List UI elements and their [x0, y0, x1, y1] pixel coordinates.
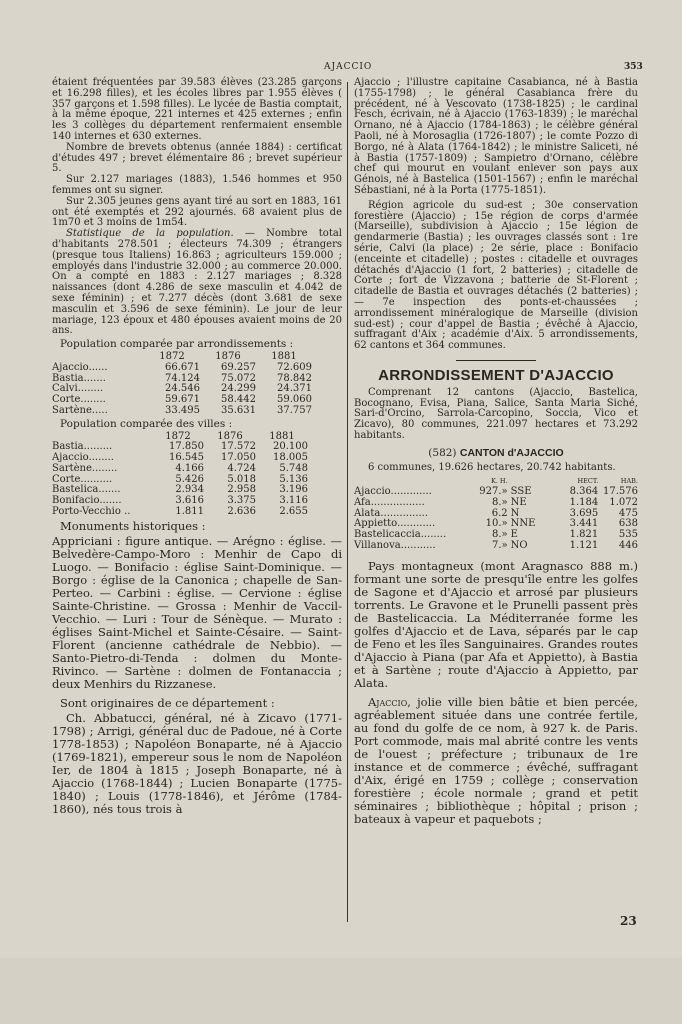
- km-header: K. H.: [490, 477, 508, 486]
- table-row: Bastia....... 74.124 75.072 78.842: [52, 372, 312, 384]
- year-header: 1876: [217, 430, 243, 442]
- canton-summary: 6 communes, 19.626 hectares, 20.742 habitants.: [368, 461, 616, 473]
- stat-text: — Nombre total d'habitants 278.501 ; électeurs 74.309 ; étrangers (presque tous Italiens) 16.863 ; agriculteurs 159.000 ; employés dans l'industrie 32.000 ; au commerce 20.000. On a compté en 1883 : 2.127 mariages ; 8.328 naissances (dont 4.286 de sexe masculin et 4.042 de sexe féminin) ; et 7.277 décès (dont 3.681 de sexe masculin et 3.596 de sexe féminin). Le jour de leur mariage, 123 époux et 480 épouses avaient moins de 20 ans.: [52, 228, 342, 337]
- canton-number: (582): [428, 446, 457, 459]
- commune-table: [354, 476, 638, 552]
- hab-header: HAB.: [620, 477, 638, 486]
- monuments-title: Monuments historiques :: [60, 518, 206, 533]
- year-header: 1876: [215, 350, 241, 362]
- running-header: [0, 62, 682, 76]
- year-header: 1881: [271, 350, 297, 362]
- arrondissement-paragraph: Comprenant 12 cantons (Ajaccio, Bastelica, Bocognano, Evisa, Piana, Salice, Santa Maria Siché, Sari-d'Orcino, Sarrola-Carcopino, Soccia, Vico et Zicavo), 80 communes, 221.097 hectares et 73.292 habitants.: [354, 386, 638, 441]
- page-bottom-margin: [0, 958, 682, 1024]
- education-paragraph: étaient fréquentées par 39.583 élèves (23.285 garçons et 16.298 filles), et les écoles libres par 1.955 élèves ( 357 garçons et 1.598 filles). Le lycée de Bastia comptait, à la même époque, 221 internes et 425 externes ; enfin les 3 collèges du département renfermaient ensemble 140 internes et 630 externes.: [52, 77, 342, 142]
- table-row: Alata............... 6.2 N 3.695 475: [354, 507, 638, 519]
- arrondissement-table-title: Population comparée par arrondissements :: [60, 338, 294, 351]
- canton-heading: [354, 448, 638, 459]
- header-page-number: 353: [624, 62, 643, 72]
- ajaccio-lead: Ajaccio,: [368, 694, 411, 709]
- town-table-title: Population comparée des villes :: [60, 417, 233, 430]
- table-row: Bastia......... 17.850 17.572 20.100: [52, 441, 308, 453]
- stat-title: Statistique de la population.: [66, 228, 234, 240]
- table-row: Ajaccio............. 927.» SSE 8.364 17.576: [354, 486, 638, 498]
- town-population-table: [52, 432, 308, 518]
- geography-paragraph: Pays montagneux (mont Aragnasco 888 m.) formant une sorte de presqu'île entre les golfes de Sagone et d'Ajaccio et arrosé par plusieurs torrents. Le Gravone et le Prunelli passent près de Bastelicaccia. La Méditerranée forme les golfes d'Ajaccio et de Lava, séparés par le cap de Feno et les îles Sanguinaires. Grandes routes d'Ajaccio à Piana (par Afa et Appietto), à Bastia et à Sartène ; route d'Ajaccio à Appietto, par Alata.: [354, 558, 638, 690]
- natives-continued-paragraph: Ajaccio ; l'illustre capitaine Casabianca, né à Bastia (1755-1798) ; le général Casabianca frère du précédent, né à Vescovato (1738-1825) ; le cardinal Fesch, écrivain, né à Ajaccio (1763-1839) ; le maréchal Ornano, né à Ajaccio (1784-1863) ; le célèbre général Paoli, né à Morosaglia (1726-1807) ; le comte Pozzo di Borgo, né à Alata (1764-1842) ; le ministre Saliceti, né à Bastia (1757-1809) ; Sampietro d'Ornano, célèbre chef qui mourut en voulant enlever son pays aux Génois, né à Bastelica (1501-1567) ; enfin le maréchal Sébastiani, né à la Porta (1775-1851).: [354, 77, 638, 196]
- arrondissement-population-table: [52, 352, 312, 417]
- ajaccio-description-paragraph: [354, 696, 638, 826]
- administration-paragraph: Région agricole du sud-est ; 30e conservation forestière (Ajaccio) ; 15e région de corps d'armée (Marseille), subdivision à Ajaccio ; 15e légion de gendarmerie (Bastia) ; les ouvrages classés sont : 1re série, Calvi (la place) ; 2e série, place : Bonifacio (enceinte et citadelle) ; postes : citadelle et ouvrages détachés d'Ajaccio (1 fort, 2 batteries) ; citadelle de Corte ; fort de Vizzavona ; batterie de St-Florent ; citadelle de Bastia et ouvrages détachés (2 batteries) ; — 7e inspection des ponts-et-chaussées ; arrondissement minéralogique de Marseille (division sud-est) ; cour d'appel de Bastia ; évêché à Ajaccio, suffragant d'Aix ; académie d'Aix. 5 arrondissements, 62 cantons et 364 communes.: [354, 199, 638, 352]
- population-stats-paragraph: [52, 229, 342, 337]
- left-column: [52, 78, 342, 816]
- natives-paragraph: Ch. Abbatucci, général, né à Zicavo (1771-1798) ; Arrigi, général duc de Padoue, né à Corte 1778-1853) ; Napoléon Bonaparte, né à Ajaccio (1769-1821), empereur sous le nom de Napoléon Ier, de 1804 à 1815 ; Joseph Bonaparte, né à Ajaccio (1768-1844) ; Lucien Bonaparte (1775-1840) ; Louis (1778-1846), et Jérôme (1784-1860), nés tous trois à: [52, 710, 342, 816]
- hect-header: HECT.: [577, 477, 599, 486]
- right-column: [354, 78, 638, 826]
- table-row: Villanova........... 7.» NO 1.121 446: [354, 540, 638, 552]
- table-row: Bonifacio....... 3.616 3.375 3.116: [52, 495, 308, 507]
- table-row: Bastelicaccia........ 8.» E 1.821 535: [354, 529, 638, 541]
- footer-page-number: 23: [620, 914, 637, 928]
- arrondissement-heading: ARRONDISSEMENT D'AJACCIO: [378, 366, 614, 384]
- section-rule: [456, 360, 536, 361]
- table-row: Afa................. 8.» NE 1.184 1.072: [354, 496, 638, 508]
- table-row: Calvi........ 24.546 24.299 24.371: [52, 383, 312, 395]
- table-row: Bastelica....... 2.934 2.958 3.196: [52, 484, 308, 496]
- year-header: 1872: [165, 430, 191, 442]
- brevets-paragraph: Nombre de brevets obtenus (année 1884) : certificat d'études 497 ; brevet élémentaire 86 ; brevet supérieur 5.: [52, 141, 342, 175]
- table-row: Sartène........ 4.166 4.724 5.748: [52, 462, 308, 474]
- table-row: Sartène..... 33.495 35.631 37.757: [52, 404, 312, 416]
- table-row: Corte.......... 5.426 5.018 5.136: [52, 473, 308, 485]
- table-row: Ajaccio...... 66.671 69.257 72.609: [52, 361, 312, 373]
- natives-title: Sont originaires de ce département :: [60, 695, 275, 710]
- canton-title: CANTON d'AJACCIO: [459, 446, 564, 459]
- mariages-paragraph: Sur 2.127 mariages (1883), 1.546 hommes et 950 femmes ont su signer.: [52, 174, 342, 196]
- header-title: AJACCIO: [324, 62, 373, 72]
- ajaccio-text: jolie ville bien bâtie et bien percée, agréablement située dans une contrée fertile, au fond du golfe de ce nom, à 927 k. de Paris. Port commode, mais mal abrité contre les vents de l'ouest ; préfecture ; tribunaux de 1re instance et de commerce ; évêché, suffragant d'Aix, érigé en 1759 ; collège ; conservation forestière ; école normale ; grand et petit séminaires ; bibliothèque ; hôpital ; prison ; bateaux à vapeur et paquebots ;: [354, 694, 638, 826]
- column-divider: [347, 82, 348, 922]
- table-row: Ajaccio........ 16.545 17.050 18.005: [52, 452, 308, 464]
- table-row: Porto-Vecchio .. 1.811 2.636 2.655: [52, 506, 308, 518]
- year-header: 1872: [159, 350, 185, 362]
- table-row: Appietto............ 10.» NNE 3.441 638: [354, 518, 638, 530]
- table-row: Corte........ 59.671 58.442 59.060: [52, 394, 312, 406]
- monuments-paragraph: Appriciani : figure antique. — Arégno : église. — Belvedère-Campo-Moro : Menhir de Capo di Luogo. — Bonifacio : église Saint-Dominique. — Borgo : église de la Canonica ; chapelle de San-Perteo. — Carbini : église. — Cervione : église Sainte-Christine. — Grossa : Menhir de Vaccil-Vecchio. — Luri : Tour de Sénèque. — Murato : églises Saint-Michel et Sainte-Césaire. — Saint-Florent (ancienne cathédrale de Nebbio). — Santo-Pietro-di-Tenda : dolmen du Monte-Rivinco. — Sartène : dolmen de Fontanaccia ; deux Menhirs du Rizzanese.: [52, 533, 342, 691]
- conscription-paragraph: Sur 2.305 jeunes gens ayant tiré au sort en 1883, 161 ont été exemptés et 292 ajournés. 68 avaient plus de 1m70 et 3 moins de 1m54.: [52, 195, 342, 229]
- year-header: 1881: [269, 430, 295, 442]
